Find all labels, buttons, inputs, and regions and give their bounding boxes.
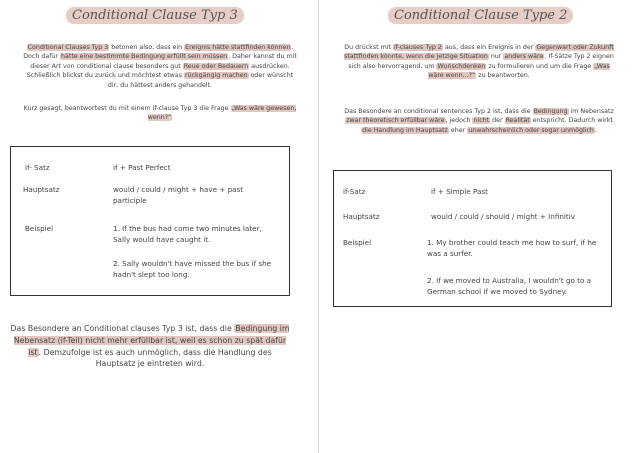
left-page-title: Conditional Clause Typ 3 [66,7,244,24]
text-run: zu beantworten. [476,72,530,80]
text-run: . Daher kannst du mit dieser Art von conditional clause besonders gut [30,53,297,70]
left-page [0,0,318,453]
highlighted-phrase: hätte eine bestimmte Bedingung erfüllt sein müssen [61,53,228,61]
right-example-1: 1. My brother could teach me how to surf, if he was a surfer. [427,238,597,258]
highlighted-phrase: Gegenwart oder Zukunft stattfinden könnte, wenn die jetzige Situation [344,44,614,61]
highlighted-phrase: zwar theoretisch erfüllbar wäre [346,117,445,125]
highlighted-phrase: Wunschdenken [437,62,486,70]
highlighted-phrase: „Was wäre gewesen, wenn?“ [147,105,297,122]
text-run: betonen also, dass ein [109,44,185,51]
left-rule-table [10,146,290,296]
highlighted-phrase: Bedingung im Nebensatz (if-Teil) nicht mehr erfüllbar ist, weil es schon zu spät dafür ist [13,324,290,357]
text-run: . Doch dafür [23,44,294,61]
text-run: Kurz gesagt, beantwortest du mit einem if-clause Typ 3 die Frage [23,105,231,112]
highlighted-phrase: unwahrscheinlich oder sogar unmöglich [468,126,594,134]
left-summary-paragraph [22,104,298,123]
left-if-label: if- Satz [25,163,50,172]
highlighted-phrase: if-clauses Typ 2 [393,44,442,51]
right-if-value: if + Simple Past [431,187,488,196]
left-main-label: Hauptsatz [23,185,60,194]
text-run: . Demzufolge ist es auch unmöglich, dass die Handlung des Hauptsatz je eintreten wird. [38,347,272,369]
right-example-label: Beispiel [343,238,372,247]
left-if-value: if + Past Perfect [113,163,171,172]
highlighted-phrase: Realität [505,117,530,125]
left-bottom-paragraph [10,323,290,370]
highlighted-phrase: Ereignis hätte stattfinden können [185,44,291,51]
right-example-2: 2. If we moved to Australia, I wouldn't go to a German school if we moved to Sydney. [427,276,592,296]
highlighted-phrase: rückgängig machen [184,72,248,80]
left-main-value: would / could / might + have + past participle [113,185,244,205]
text-run: ausdrücken. Schließlich blickst du zurück und möchtest etwas [26,62,290,80]
highlighted-phrase: Bedingung [533,108,568,115]
left-example-1: 1. If the bus had come two minutes later, Sally would have caught it. [113,224,262,244]
text-run: , jedoch [445,117,473,125]
right-main-label: Hauptsatz [343,212,380,221]
text-run: Du drückst mit [344,44,393,51]
text-run: zu formulieren und um die Frage [486,62,594,70]
highlighted-phrase: nicht [473,117,490,125]
text-run: der [490,117,505,125]
highlighted-phrase: „Was wäre wenn...?“ [428,62,610,80]
highlighted-phrase: Conditional Clauses Typ 3 [27,44,109,51]
left-example-label: Beispiel [25,224,54,233]
text-run: entspricht. Dadurch wirkt [530,117,613,125]
text-run: aus, dass ein Ereignis in der [442,44,536,51]
highlighted-phrase: anders wäre [504,53,544,61]
right-rule-table [333,170,612,307]
right-page-title: Conditional Clause Type 2 [388,7,573,24]
text-run: Das Besondere an conditional sentences Typ 2 ist, dass die [344,108,533,115]
left-example-2: 2. Sally wouldn't have missed the bus if she hadn't slept too long. [113,259,272,279]
right-special-paragraph [341,107,617,135]
text-run: . [594,126,597,134]
text-run: eher [448,126,468,134]
highlighted-phrase: Reue oder Bedauern [183,62,249,70]
right-main-value: would / could / should / might + Infinitiv [431,212,575,221]
text-run: nur [488,53,504,61]
text-run: oder wünscht dir, du hättest anders gehandelt. [107,72,294,89]
text-run: Das Besondere an Conditional clauses Typ 3 ist, dass die [10,324,235,333]
right-page [319,0,640,453]
left-intro-paragraph [22,43,298,90]
highlighted-phrase: die Handlung im Hauptsatz [362,126,448,134]
right-intro-paragraph [341,43,617,81]
right-if-label: if-Satz [343,187,366,196]
text-run: im Nebensatz [568,108,614,115]
text-run: . If-Sätze Typ 2 eignen sich also hervorragend, um [348,53,614,70]
